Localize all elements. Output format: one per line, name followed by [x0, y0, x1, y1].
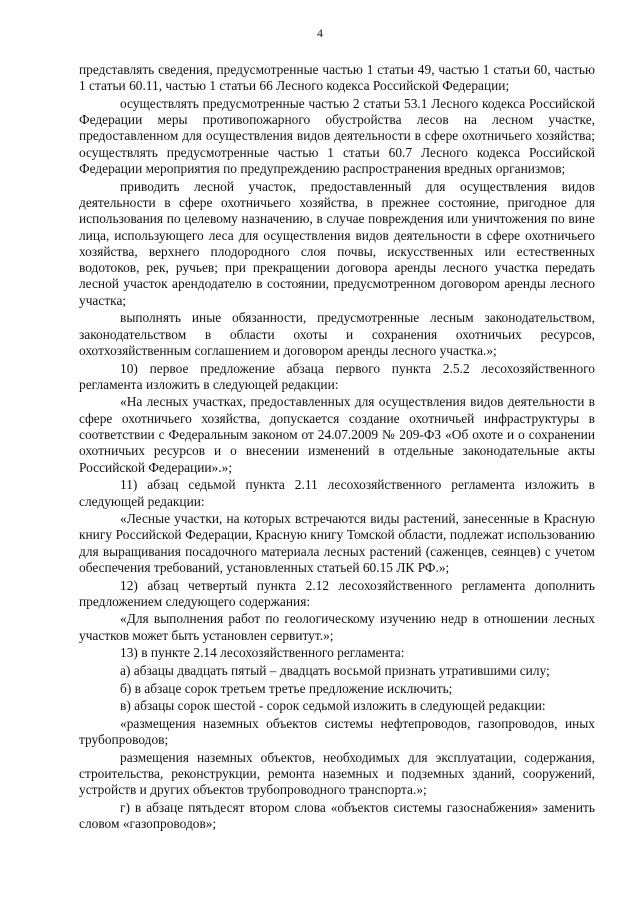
paragraph: «размещения наземных объектов системы нефтепроводов, газопроводов, иных трубопроводов;: [79, 715, 595, 748]
page-number: 4: [317, 26, 323, 40]
paragraph: «Для выполнения работ по геологическому изучению недр в отношении лесных участков может быть установлен сервитут.»;: [79, 611, 595, 643]
paragraph: б) в абзаце сорок третьем третье предложение исключить;: [120, 680, 453, 696]
paragraph: 13) в пункте 2.14 лесохозяйственного регламента:: [120, 645, 405, 661]
paragraph: «Лесные участки, на которых встречаются виды растений, занесенные в Красную книгу Российской Федерации, Красную книгу Томской области, подлежат использованию для выращивания посадочного материала лесных растений (саженцев, сеянцев) с учетом обеспечения требований, установленных статьей 60.15 ЛК РФ.»;: [79, 511, 595, 575]
paragraph: размещения наземных объектов, необходимых для эксплуатации, содержания, строительства, реконструкции, ремонта наземных и подземных зданий, сооружений, устройств и других объектов трубопроводного транспорта.»;: [79, 749, 595, 798]
paragraph: г) в абзаце пятьдесят втором слова «объектов системы газоснабжения» заменить словом «газопроводов»;: [79, 799, 595, 832]
paragraph: 11) абзац седьмой пункта 2.11 лесохозяйственного регламента изложить в следующей редакции:: [79, 477, 595, 509]
paragraph: «На лесных участках, предоставленных для осуществления видов деятельности в сфере охотничьего хозяйства, допускается создание охотничьей инфраструктуры в соответствии с Федеральным законом от 24.07.2009 № 209-ФЗ «Об охоте и о сохранении охотничьих ресурсов и о внесении изменений в отдельные законодательные акты Российской Федерации».»;: [79, 394, 595, 475]
paragraph: а) абзацы двадцать пятый – двадцать восьмой признать утратившими силу;: [120, 662, 550, 678]
paragraph: в) абзацы сорок шестой - сорок седьмой изложить в следующей редакции:: [120, 698, 546, 714]
paragraph: 10) первое предложение абзаца первого пункта 2.5.2 лесохозяйственного регламента изложить в следующей редакции:: [79, 360, 595, 392]
paragraph: приводить лесной участок, предоставленный для осуществления видов деятельности в сфере охотничьего хозяйства, в прежнее состояние, пригодное для использования по целевому назначению, в случае повреждения или уничтожения по вине лица, использующего леса для осуществления видов деятельности в сфере охотничьего хозяйства, верхнего плодородного слоя почвы, искусственных или естественных водотоков, рек, ручьев; при прекращении договора аренды лесного участка передать лесной участок арендодателю в состоянии, предусмотренном договором аренды лесного участка;: [79, 178, 595, 308]
paragraph: 12) абзац четвертый пункта 2.12 лесохозяйственного регламента дополнить предложением следующего содержания:: [79, 577, 595, 609]
paragraph: осуществлять предусмотренные частью 2 статьи 53.1 Лесного кодекса Российской Федерации меры противопожарного обустройства лесов на лесном участке, предоставленном для осуществления видов деятельности в сфере охотничьего хозяйства; осуществлять предусмотренные частью 1 статьи 60.7 Лесного кодекса Российской Федерации мероприятия по предупреждению распространения вредных организмов;: [79, 95, 595, 177]
document-body: [79, 62, 595, 834]
paragraph: выполнять иные обязанности, предусмотренные лесным законодательством, законодательством в области охоты и сохранения охотничьих ресурсов, охотхозяйственным соглашением и договором аренды лесного участка.»;: [79, 310, 595, 358]
paragraph: представлять сведения, предусмотренные частью 1 статьи 49, частью 1 статьи 60, частью 1 статьи 60.11, частью 1 статьи 66 Лесного кодекса Российской Федерации;: [79, 62, 595, 94]
